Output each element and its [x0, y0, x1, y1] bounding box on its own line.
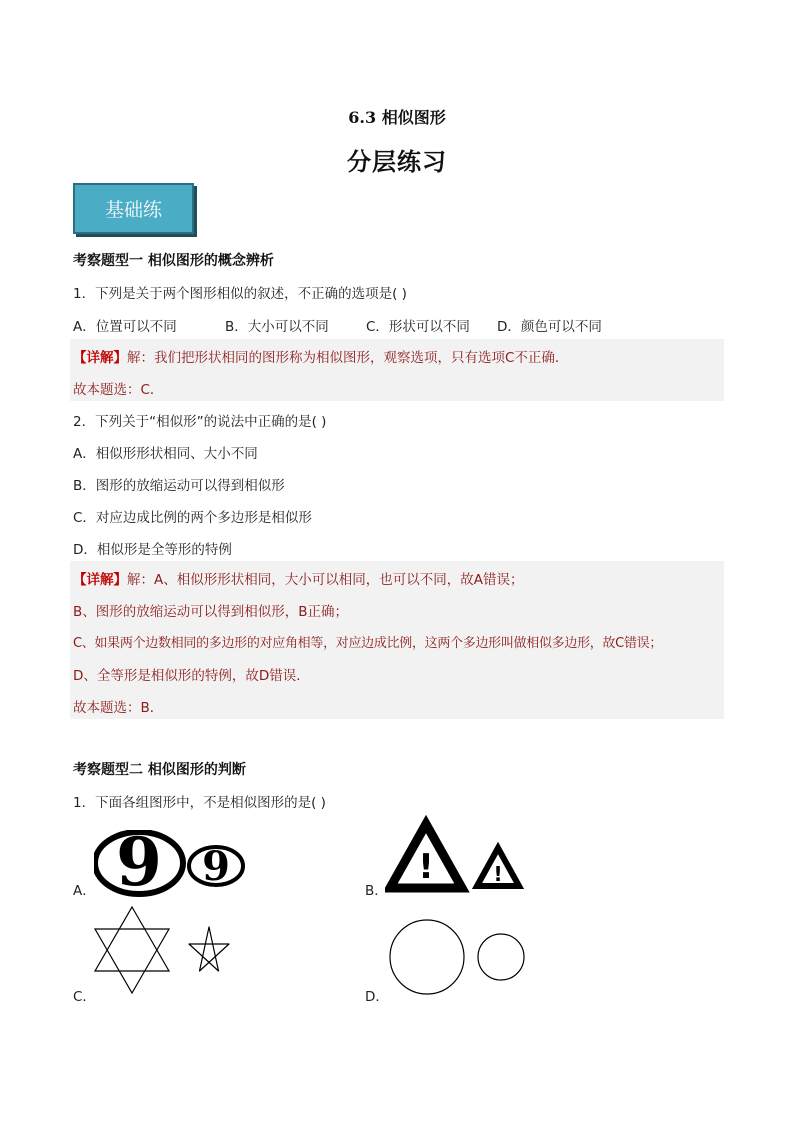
option-a: A．相似形形状相同、大小不同: [73, 446, 258, 462]
option-b: B．大小可以不同: [225, 319, 329, 335]
option-d-label: D．: [365, 989, 389, 1005]
answer-line: D、全等形是相似形的特例，故D错误．: [73, 668, 310, 684]
figure-nine-pair: [94, 830, 249, 900]
answer-tag: 【详解】: [73, 350, 127, 366]
question-stem: 1．下列是关于两个图形相似的叙述，不正确的选项是( ): [73, 286, 407, 302]
option-c: C．对应边成比例的两个多边形是相似形: [73, 510, 312, 526]
answer-line: 【详解】解：A、相似形形状相同，大小可以相同，也可以不同，故A错误；: [73, 572, 524, 588]
option-c-label: C．: [73, 989, 96, 1005]
figure-circle-pair: [385, 915, 530, 1000]
option-b-label: B．: [365, 883, 388, 899]
warning-mark-small: !: [493, 862, 503, 886]
level-badge: 基础练: [73, 183, 194, 234]
figure-star-pair: [92, 905, 242, 1000]
option-c: C．形状可以不同: [366, 319, 470, 335]
answer-line: C、如果两个边数相同的多边形的对应角相等，对应边成比例，这两个多边形叫做相似多边形，故C错误；: [73, 636, 663, 651]
answer-line: 故本题选：C．: [73, 382, 164, 398]
answer-line: 【详解】解：我们把形状相同的图形称为相似图形，观察选项，只有选项C不正确．: [73, 350, 569, 366]
nine-glyph-large: 9: [116, 830, 162, 900]
option-d: D．相似形是全等形的特例: [73, 542, 232, 558]
page-subtitle: 分层练习: [347, 147, 447, 176]
option-b: B．图形的放缩运动可以得到相似形: [73, 478, 285, 494]
question-stem: 2．下列关于“相似形”的说法中正确的是( ): [73, 414, 327, 430]
nine-glyph-small: 9: [202, 843, 230, 890]
section-heading-2: 考察题型二 相似图形的判断: [73, 762, 246, 778]
page-title: 6.3 相似图形: [348, 108, 446, 127]
section-heading-1: 考察题型一 相似图形的概念辨析: [73, 253, 274, 269]
answer-line: B、图形的放缩运动可以得到相似形，B正确；: [73, 604, 349, 620]
figure-warning-pair: [385, 815, 530, 895]
option-a-label: A．: [73, 883, 96, 899]
option-a: A．位置可以不同: [73, 319, 177, 335]
option-d: D．颜色可以不同: [497, 319, 602, 335]
warning-mark-large: !: [418, 847, 434, 887]
question-stem: 1．下面各组图形中，不是相似图形的是( ): [73, 795, 326, 811]
answer-line: 故本题选：B．: [73, 700, 164, 716]
answer-tag: 【详解】: [73, 572, 127, 588]
